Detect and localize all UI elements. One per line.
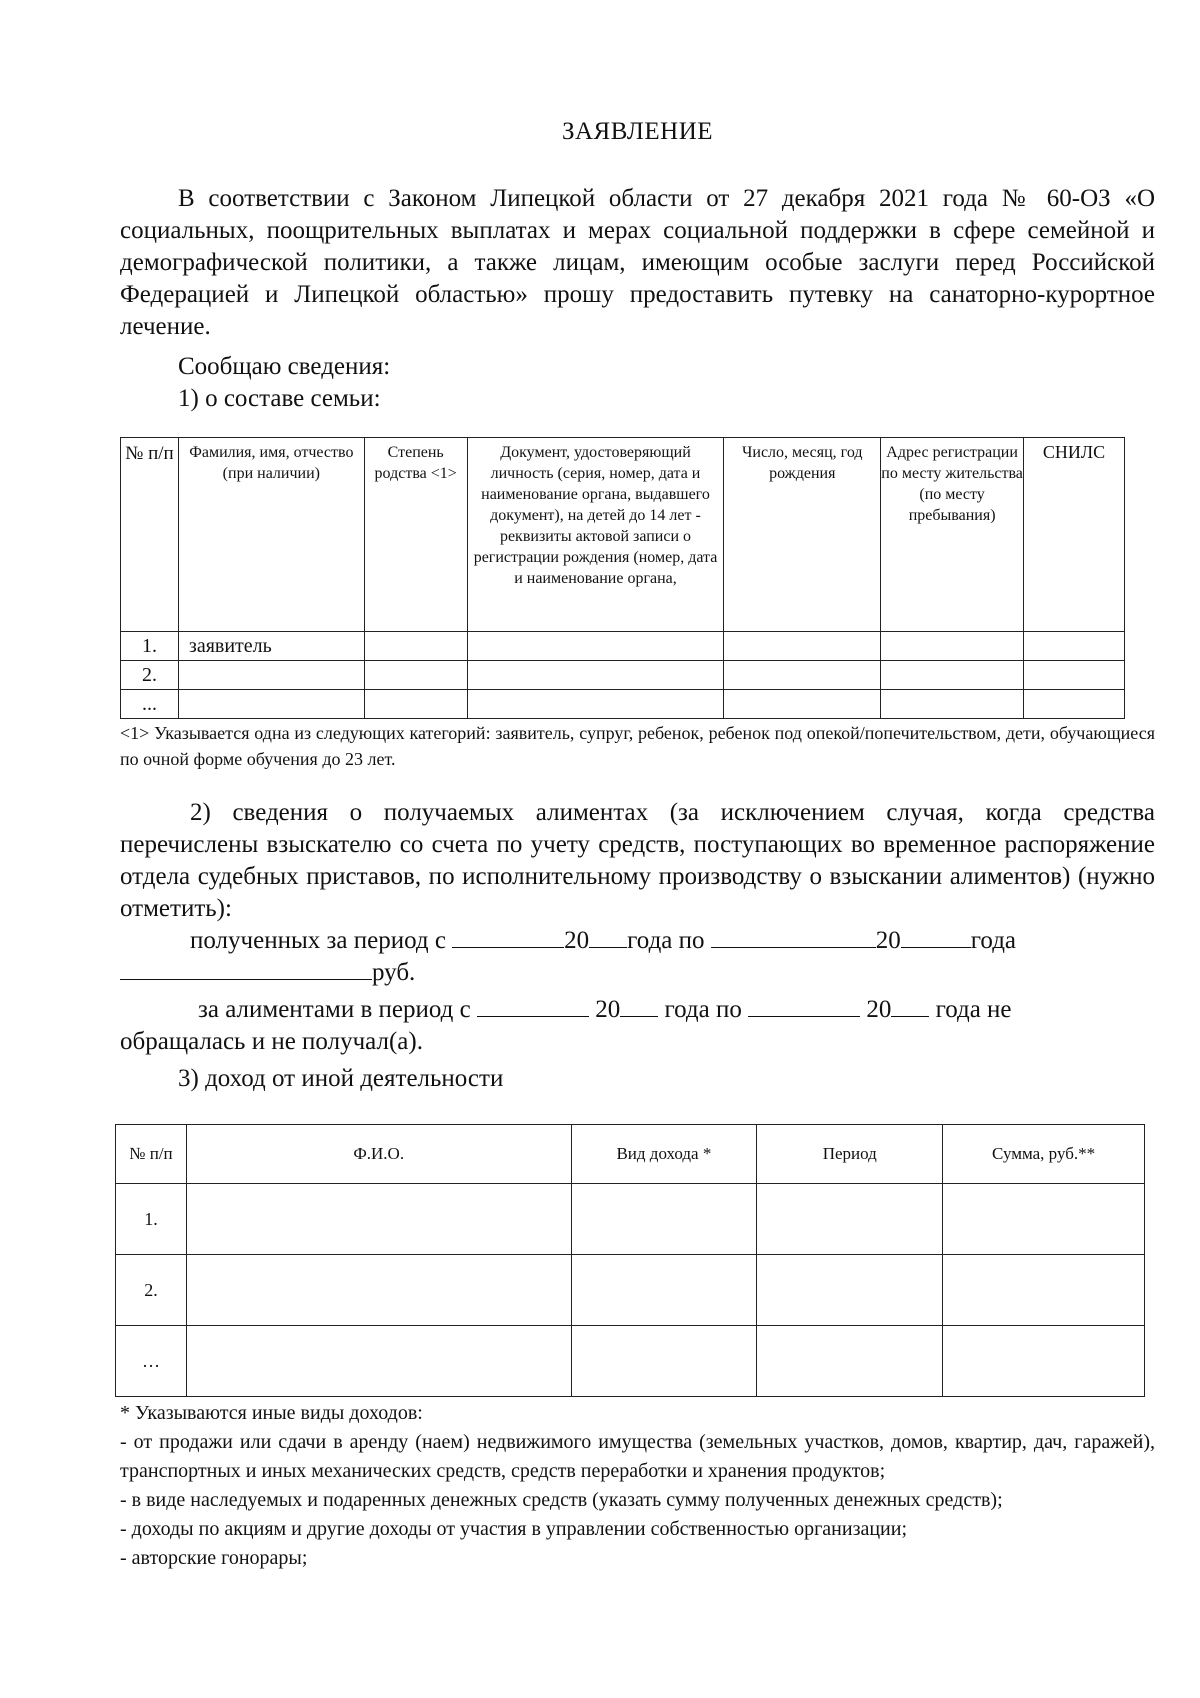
row-cell[interactable]	[757, 1326, 943, 1397]
row-cell[interactable]	[943, 1326, 1145, 1397]
table-row	[116, 1184, 1145, 1255]
row-cell[interactable]	[571, 1326, 757, 1397]
year-prefix: 20	[875, 927, 901, 954]
row-cell[interactable]	[757, 1255, 943, 1326]
row-cell[interactable]	[1024, 632, 1125, 661]
row-cell[interactable]	[757, 1184, 943, 1255]
intro-paragraph-text: В соответствии с Законом Липецкой области от 27 декабря 2021 года № 60-ОЗ «О социальных, поощрительных выплатах и мерах социальной поддержки в сфере семейной и демографической политики, а также лицам, имеющим особые заслуги перед Российской Федерацией и Липецкой областью» прошу предоставить путевку на санаторно-курортное лечение.	[120, 185, 1155, 340]
income-header-sum: Сумма, руб.**	[943, 1125, 1145, 1184]
row-cell[interactable]	[186, 1184, 571, 1255]
family-table-header	[121, 438, 1125, 632]
alimony-received-suffix: года	[970, 927, 1017, 954]
header-cell-num: № п/п	[121, 438, 179, 632]
row-number: ...	[121, 690, 179, 719]
period-end-blank[interactable]	[711, 925, 876, 948]
not-requested-end-blank[interactable]	[748, 994, 860, 1017]
info-line: Сообщаю сведения:	[178, 353, 391, 380]
row-cell[interactable]	[881, 661, 1024, 690]
income-note: * Указываются иные виды доходов:	[120, 1402, 423, 1424]
income-header-num: № п/п	[116, 1125, 187, 1184]
family-table	[120, 437, 1125, 719]
income-note: - авторские гонорары;	[120, 1547, 308, 1569]
row-cell[interactable]	[467, 690, 724, 719]
not-requested-start-blank[interactable]	[477, 994, 589, 1017]
row-cell[interactable]	[364, 690, 467, 719]
income-table	[115, 1124, 1145, 1397]
alimony-currency: руб.	[372, 959, 416, 986]
income-row-number: …	[116, 1326, 187, 1397]
alimony-amount-line	[120, 957, 415, 989]
row-cell[interactable]	[724, 661, 881, 690]
not-requested-start-year-blank[interactable]	[620, 994, 658, 1017]
section2-paragraph-text: 2) сведения о получаемых алиментах (за исключением случая, когда средства перечислены взыскателю со счета по учету средств, поступающих во временное распоряжение отдела судебных приставов, по исполнительному производству о взыскании алиментов) (нужно отметить):	[120, 799, 1155, 922]
row-name-cell[interactable]: заявитель	[178, 632, 364, 661]
income-table-header	[116, 1125, 1145, 1184]
income-header-period: Период	[757, 1125, 943, 1184]
year-prefix: 20	[866, 996, 892, 1023]
not-requested-end-year-blank[interactable]	[891, 994, 929, 1017]
header-cell-address: Адрес регистрации по месту жительства (по месту пребывания)	[881, 438, 1024, 632]
row-cell[interactable]	[724, 632, 881, 661]
row-cell[interactable]	[186, 1326, 571, 1397]
row-cell[interactable]	[571, 1255, 757, 1326]
row-cell[interactable]	[881, 632, 1024, 661]
table-row	[121, 632, 1125, 661]
alimony-received-line	[190, 925, 1016, 957]
row-cell[interactable]	[467, 661, 724, 690]
table-row	[121, 690, 1125, 719]
alimony-not-requested-continuation: обращалась и не получал(а).	[120, 1028, 423, 1055]
row-cell[interactable]	[943, 1184, 1145, 1255]
row-cell[interactable]	[571, 1184, 757, 1255]
section1-heading: 1) о составе семьи:	[178, 385, 381, 412]
alimony-received-prefix: полученных за период с	[190, 927, 446, 954]
intro-paragraph	[120, 183, 1155, 343]
period-start-year-blank[interactable]	[589, 925, 627, 948]
row-cell[interactable]	[881, 690, 1024, 719]
alimony-not-requested-middle: года по	[664, 996, 742, 1023]
year-prefix: 20	[595, 996, 621, 1023]
row-cell[interactable]	[467, 632, 724, 661]
row-cell[interactable]	[186, 1255, 571, 1326]
year-prefix: 20	[564, 927, 590, 954]
income-note: - доходы по акциям и другие доходы от участия в управлении собственностью организации;	[120, 1518, 908, 1540]
alimony-received-middle: года по	[627, 927, 705, 954]
row-cell[interactable]	[724, 690, 881, 719]
header-cell-document: Документ, удостоверяющий личность (серия, номер, дата и наименование органа, выдавшего документ), на детей до 14 лет - реквизиты актовой записи о регистрации рождения (номер, дата и наименование органа,	[467, 438, 724, 632]
section3-heading: 3) доход от иной деятельности	[178, 1065, 504, 1092]
alimony-amount-blank[interactable]	[120, 957, 372, 980]
row-cell[interactable]	[1024, 661, 1125, 690]
alimony-not-requested-line	[198, 994, 1012, 1026]
income-notes	[120, 1399, 1155, 1573]
period-start-blank[interactable]	[452, 925, 564, 948]
family-table-footnote: <1> Указывается одна из следующих категорий: заявитель, супруг, ребенок, ребенок под опекой/попечительством, дети, обучающиеся по очной форме обучения до 23 лет.	[120, 723, 1155, 769]
table-row	[116, 1255, 1145, 1326]
header-cell-name: Фамилия, имя, отчество (при наличии)	[178, 438, 364, 632]
income-row-number: 2.	[116, 1255, 187, 1326]
header-cell-snils: СНИЛС	[1024, 438, 1125, 632]
period-end-year-blank[interactable]	[901, 925, 971, 948]
income-note: - от продажи или сдачи в аренду (наем) недвижимого имущества (земельных участков, домов, квартир, дач, гаражей), транспортных и иных механических средств, средств переработки и хранения продуктов;	[120, 1431, 1155, 1482]
row-cell[interactable]	[364, 661, 467, 690]
alimony-not-requested-prefix: за алиментами в период с	[198, 996, 471, 1023]
row-number: 1.	[121, 632, 179, 661]
income-header-fio: Ф.И.О.	[186, 1125, 571, 1184]
header-cell-relation: Степень родства <1>	[364, 438, 467, 632]
alimony-not-requested-suffix: года не	[935, 996, 1012, 1023]
table-row	[121, 661, 1125, 690]
row-name-cell[interactable]	[178, 690, 364, 719]
header-cell-birthdate: Число, месяц, год рождения	[724, 438, 881, 632]
income-row-number: 1.	[116, 1184, 187, 1255]
document-title: ЗАЯВЛЕНИЕ	[561, 118, 714, 145]
row-cell[interactable]	[364, 632, 467, 661]
row-cell[interactable]	[943, 1255, 1145, 1326]
income-header-type: Вид дохода *	[571, 1125, 757, 1184]
row-name-cell[interactable]	[178, 661, 364, 690]
table-row	[116, 1326, 1145, 1397]
section2-paragraph	[120, 797, 1155, 925]
income-note: - в виде наследуемых и подаренных денежных средств (указать сумму полученных денежных средств);	[120, 1489, 1003, 1511]
row-cell[interactable]	[1024, 690, 1125, 719]
row-number: 2.	[121, 661, 179, 690]
